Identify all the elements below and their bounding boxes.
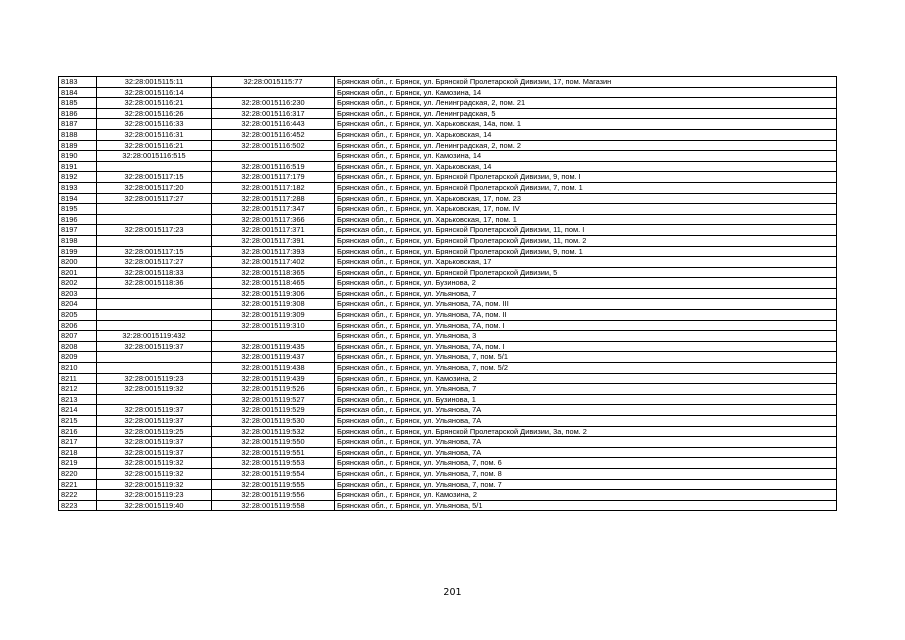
new-cadastral-number-cell: 32:28:0015116:443 xyxy=(212,119,335,130)
new-cadastral-number-cell: 32:28:0015117:366 xyxy=(212,214,335,225)
new-cadastral-number-cell: 32:28:0015119:551 xyxy=(212,447,335,458)
table-row xyxy=(59,416,837,427)
table-row xyxy=(59,161,837,172)
new-cadastral-number-cell: 32:28:0015117:182 xyxy=(212,182,335,193)
address-cell: Брянская обл., г. Брянск, ул. Брянской Пролетарской Дивизии, 9, пом. 1 xyxy=(335,246,837,257)
new-cadastral-number-cell: 32:28:0015119:550 xyxy=(212,437,335,448)
address-cell: Брянская обл., г. Брянск, ул. Ульянова, 7А xyxy=(335,405,837,416)
address-cell: Брянская обл., г. Брянск, ул. Бузинова, 2 xyxy=(335,278,837,289)
old-cadastral-number-cell: 32:28:0015116:515 xyxy=(97,151,212,162)
new-cadastral-number-cell: 32:28:0015119:306 xyxy=(212,288,335,299)
old-cadastral-number-cell: 32:28:0015119:32 xyxy=(97,479,212,490)
row-number-cell: 8217 xyxy=(59,437,97,448)
row-number-cell: 8212 xyxy=(59,384,97,395)
old-cadastral-number-cell: 32:28:0015117:15 xyxy=(97,172,212,183)
address-cell: Брянская обл., г. Брянск, ул. Ульянова, 7А, пом. I xyxy=(335,320,837,331)
table-row xyxy=(59,235,837,246)
address-cell: Брянская обл., г. Брянск, ул. Ульянова, 5/1 xyxy=(335,500,837,511)
table-row xyxy=(59,119,837,130)
row-number-cell: 8202 xyxy=(59,278,97,289)
table-row xyxy=(59,320,837,331)
row-number-cell: 8209 xyxy=(59,352,97,363)
old-cadastral-number-cell: 32:28:0015116:31 xyxy=(97,129,212,140)
address-cell: Брянская обл., г. Брянск, ул. Харьковская, 14а, пом. 1 xyxy=(335,119,837,130)
row-number-cell: 8216 xyxy=(59,426,97,437)
row-number-cell: 8185 xyxy=(59,98,97,109)
table-row xyxy=(59,182,837,193)
new-cadastral-number-cell: 32:28:0015119:309 xyxy=(212,310,335,321)
row-number-cell: 8208 xyxy=(59,341,97,352)
new-cadastral-number-cell: 32:28:0015117:402 xyxy=(212,257,335,268)
row-number-cell: 8190 xyxy=(59,151,97,162)
new-cadastral-number-cell: 32:28:0015119:553 xyxy=(212,458,335,469)
old-cadastral-number-cell xyxy=(97,288,212,299)
new-cadastral-number-cell: 32:28:0015119:554 xyxy=(212,468,335,479)
old-cadastral-number-cell: 32:28:0015117:20 xyxy=(97,182,212,193)
row-number-cell: 8223 xyxy=(59,500,97,511)
address-cell: Брянская обл., г. Брянск, ул. Ульянова, 7, пом. 5/1 xyxy=(335,352,837,363)
old-cadastral-number-cell xyxy=(97,394,212,405)
old-cadastral-number-cell: 32:28:0015119:37 xyxy=(97,447,212,458)
address-cell: Брянская обл., г. Брянск, ул. Камозина, 14 xyxy=(335,87,837,98)
new-cadastral-number-cell xyxy=(212,87,335,98)
new-cadastral-number-cell xyxy=(212,331,335,342)
address-cell: Брянская обл., г. Брянск, ул. Ульянова, 7А, пом. II xyxy=(335,310,837,321)
address-cell: Брянская обл., г. Брянск, ул. Брянской Пролетарской Дивизии, 7, пом. 1 xyxy=(335,182,837,193)
row-number-cell: 8196 xyxy=(59,214,97,225)
old-cadastral-number-cell: 32:28:0015119:32 xyxy=(97,468,212,479)
old-cadastral-number-cell: 32:28:0015116:21 xyxy=(97,98,212,109)
old-cadastral-number-cell: 32:28:0015117:23 xyxy=(97,225,212,236)
row-number-cell: 8200 xyxy=(59,257,97,268)
row-number-cell: 8189 xyxy=(59,140,97,151)
address-cell: Брянская обл., г. Брянск, ул. Брянской Пролетарской Дивизии, 11, пом. 2 xyxy=(335,235,837,246)
old-cadastral-number-cell: 32:28:0015115:11 xyxy=(97,77,212,88)
table-row xyxy=(59,87,837,98)
address-cell: Брянская обл., г. Брянск, ул. Ульянова, 7А, пом. III xyxy=(335,299,837,310)
new-cadastral-number-cell: 32:28:0015119:310 xyxy=(212,320,335,331)
address-cell: Брянская обл., г. Брянск, ул. Ульянова, 7А xyxy=(335,416,837,427)
old-cadastral-number-cell: 32:28:0015119:40 xyxy=(97,500,212,511)
old-cadastral-number-cell: 32:28:0015117:27 xyxy=(97,193,212,204)
address-cell: Брянская обл., г. Брянск, ул. Камозина, 2 xyxy=(335,490,837,501)
address-cell: Брянская обл., г. Брянск, ул. Ульянова, 7, пом. 7 xyxy=(335,479,837,490)
new-cadastral-number-cell: 32:28:0015119:556 xyxy=(212,490,335,501)
table-row xyxy=(59,500,837,511)
table-row xyxy=(59,193,837,204)
row-number-cell: 8191 xyxy=(59,161,97,172)
row-number-cell: 8221 xyxy=(59,479,97,490)
row-number-cell: 8192 xyxy=(59,172,97,183)
row-number-cell: 8205 xyxy=(59,310,97,321)
old-cadastral-number-cell: 32:28:0015119:25 xyxy=(97,426,212,437)
table-row xyxy=(59,204,837,215)
old-cadastral-number-cell xyxy=(97,214,212,225)
address-cell: Брянская обл., г. Брянск, ул. Ульянова, 7 xyxy=(335,288,837,299)
row-number-cell: 8213 xyxy=(59,394,97,405)
new-cadastral-number-cell: 32:28:0015117:391 xyxy=(212,235,335,246)
row-number-cell: 8219 xyxy=(59,458,97,469)
row-number-cell: 8188 xyxy=(59,129,97,140)
page-number: 201 xyxy=(443,587,462,598)
new-cadastral-number-cell: 32:28:0015117:371 xyxy=(212,225,335,236)
table-row xyxy=(59,151,837,162)
new-cadastral-number-cell: 32:28:0015119:555 xyxy=(212,479,335,490)
old-cadastral-number-cell xyxy=(97,235,212,246)
table-row xyxy=(59,257,837,268)
address-cell: Брянская обл., г. Брянск, ул. Брянской Пролетарской Дивизии, 5 xyxy=(335,267,837,278)
row-number-cell: 8211 xyxy=(59,373,97,384)
new-cadastral-number-cell: 32:28:0015116:502 xyxy=(212,140,335,151)
new-cadastral-number-cell: 32:28:0015118:465 xyxy=(212,278,335,289)
address-cell: Брянская обл., г. Брянск, ул. Бузинова, 1 xyxy=(335,394,837,405)
row-number-cell: 8194 xyxy=(59,193,97,204)
new-cadastral-number-cell: 32:28:0015117:179 xyxy=(212,172,335,183)
old-cadastral-number-cell: 32:28:0015119:32 xyxy=(97,384,212,395)
table-row xyxy=(59,468,837,479)
table-row xyxy=(59,479,837,490)
table-row xyxy=(59,108,837,119)
address-cell: Брянская обл., г. Брянск, ул. Камозина, 2 xyxy=(335,373,837,384)
table-row xyxy=(59,310,837,321)
new-cadastral-number-cell: 32:28:0015118:365 xyxy=(212,267,335,278)
old-cadastral-number-cell xyxy=(97,363,212,374)
row-number-cell: 8187 xyxy=(59,119,97,130)
old-cadastral-number-cell: 32:28:0015116:26 xyxy=(97,108,212,119)
table-row xyxy=(59,225,837,236)
new-cadastral-number-cell: 32:28:0015117:288 xyxy=(212,193,335,204)
new-cadastral-number-cell: 32:28:0015119:529 xyxy=(212,405,335,416)
table-row xyxy=(59,267,837,278)
address-cell: Брянская обл., г. Брянск, ул. Ульянова, 7 xyxy=(335,384,837,395)
table-row xyxy=(59,288,837,299)
row-number-cell: 8193 xyxy=(59,182,97,193)
row-number-cell: 8222 xyxy=(59,490,97,501)
new-cadastral-number-cell xyxy=(212,151,335,162)
old-cadastral-number-cell xyxy=(97,299,212,310)
old-cadastral-number-cell: 32:28:0015119:37 xyxy=(97,416,212,427)
new-cadastral-number-cell: 32:28:0015119:530 xyxy=(212,416,335,427)
row-number-cell: 8183 xyxy=(59,77,97,88)
new-cadastral-number-cell: 32:28:0015119:527 xyxy=(212,394,335,405)
row-number-cell: 8201 xyxy=(59,267,97,278)
row-number-cell: 8197 xyxy=(59,225,97,236)
row-number-cell: 8215 xyxy=(59,416,97,427)
address-cell: Брянская обл., г. Брянск, ул. Ленинградская, 5 xyxy=(335,108,837,119)
row-number-cell: 8220 xyxy=(59,468,97,479)
table-row xyxy=(59,246,837,257)
table-row xyxy=(59,373,837,384)
table-row xyxy=(59,98,837,109)
address-cell: Брянская обл., г. Брянск, ул. Ленинградская, 2, пом. 21 xyxy=(335,98,837,109)
new-cadastral-number-cell: 32:28:0015115:77 xyxy=(212,77,335,88)
address-cell: Брянская обл., г. Брянск, ул. Брянской Пролетарской Дивизии, 9, пом. I xyxy=(335,172,837,183)
table-row xyxy=(59,129,837,140)
old-cadastral-number-cell: 32:28:0015119:23 xyxy=(97,373,212,384)
old-cadastral-number-cell: 32:28:0015119:23 xyxy=(97,490,212,501)
new-cadastral-number-cell: 32:28:0015119:439 xyxy=(212,373,335,384)
address-cell: Брянская обл., г. Брянск, ул. Камозина, 14 xyxy=(335,151,837,162)
new-cadastral-number-cell: 32:28:0015116:317 xyxy=(212,108,335,119)
table-row xyxy=(59,352,837,363)
row-number-cell: 8203 xyxy=(59,288,97,299)
old-cadastral-number-cell: 32:28:0015119:37 xyxy=(97,437,212,448)
old-cadastral-number-cell xyxy=(97,352,212,363)
new-cadastral-number-cell: 32:28:0015119:526 xyxy=(212,384,335,395)
row-number-cell: 8184 xyxy=(59,87,97,98)
new-cadastral-number-cell: 32:28:0015117:393 xyxy=(212,246,335,257)
old-cadastral-number-cell: 32:28:0015117:15 xyxy=(97,246,212,257)
new-cadastral-number-cell: 32:28:0015119:558 xyxy=(212,500,335,511)
table-row xyxy=(59,426,837,437)
row-number-cell: 8206 xyxy=(59,320,97,331)
table-row xyxy=(59,490,837,501)
address-cell: Брянская обл., г. Брянск, ул. Брянской Пролетарской Дивизии, 3а, пом. 2 xyxy=(335,426,837,437)
table-row xyxy=(59,405,837,416)
new-cadastral-number-cell: 32:28:0015116:519 xyxy=(212,161,335,172)
table-row xyxy=(59,299,837,310)
address-cell: Брянская обл., г. Брянск, ул. Ульянова, 7, пом. 6 xyxy=(335,458,837,469)
old-cadastral-number-cell: 32:28:0015118:33 xyxy=(97,267,212,278)
old-cadastral-number-cell xyxy=(97,310,212,321)
table-row xyxy=(59,331,837,342)
table-row xyxy=(59,394,837,405)
new-cadastral-number-cell: 32:28:0015119:437 xyxy=(212,352,335,363)
registry-table xyxy=(58,76,837,511)
new-cadastral-number-cell: 32:28:0015119:435 xyxy=(212,341,335,352)
row-number-cell: 8204 xyxy=(59,299,97,310)
table-row xyxy=(59,278,837,289)
new-cadastral-number-cell: 32:28:0015116:452 xyxy=(212,129,335,140)
table-row xyxy=(59,437,837,448)
row-number-cell: 8207 xyxy=(59,331,97,342)
address-cell: Брянская обл., г. Брянск, ул. Харьковская, 17 xyxy=(335,257,837,268)
old-cadastral-number-cell: 32:28:0015119:37 xyxy=(97,405,212,416)
table-row xyxy=(59,447,837,458)
new-cadastral-number-cell: 32:28:0015119:308 xyxy=(212,299,335,310)
row-number-cell: 8199 xyxy=(59,246,97,257)
new-cadastral-number-cell: 32:28:0015116:230 xyxy=(212,98,335,109)
old-cadastral-number-cell: 32:28:0015116:21 xyxy=(97,140,212,151)
old-cadastral-number-cell: 32:28:0015116:33 xyxy=(97,119,212,130)
address-cell: Брянская обл., г. Брянск, ул. Ульянова, 7, пом. 5/2 xyxy=(335,363,837,374)
old-cadastral-number-cell: 32:28:0015117:27 xyxy=(97,257,212,268)
old-cadastral-number-cell xyxy=(97,204,212,215)
new-cadastral-number-cell: 32:28:0015117:347 xyxy=(212,204,335,215)
table-row xyxy=(59,214,837,225)
address-cell: Брянская обл., г. Брянск, ул. Ульянова, 7А xyxy=(335,447,837,458)
old-cadastral-number-cell: 32:28:0015116:14 xyxy=(97,87,212,98)
old-cadastral-number-cell xyxy=(97,161,212,172)
row-number-cell: 8214 xyxy=(59,405,97,416)
row-number-cell: 8210 xyxy=(59,363,97,374)
address-cell: Брянская обл., г. Брянск, ул. Харьковская, 17, пом. 1 xyxy=(335,214,837,225)
table-row xyxy=(59,384,837,395)
table-row xyxy=(59,341,837,352)
old-cadastral-number-cell: 32:28:0015119:32 xyxy=(97,458,212,469)
table-row xyxy=(59,140,837,151)
old-cadastral-number-cell: 32:28:0015119:37 xyxy=(97,341,212,352)
new-cadastral-number-cell: 32:28:0015119:532 xyxy=(212,426,335,437)
address-cell: Брянская обл., г. Брянск, ул. Ленинградская, 2, пом. 2 xyxy=(335,140,837,151)
registry-table-body xyxy=(59,77,837,511)
old-cadastral-number-cell xyxy=(97,320,212,331)
address-cell: Брянская обл., г. Брянск, ул. Харьковская, 17, пом. IV xyxy=(335,204,837,215)
address-cell: Брянская обл., г. Брянск, ул. Брянской Пролетарской Дивизии, 17, пом. Магазин xyxy=(335,77,837,88)
address-cell: Брянская обл., г. Брянск, ул. Ульянова, 7А, пом. I xyxy=(335,341,837,352)
address-cell: Брянская обл., г. Брянск, ул. Харьковская, 14 xyxy=(335,161,837,172)
table-row xyxy=(59,172,837,183)
address-cell: Брянская обл., г. Брянск, ул. Ульянова, 7А xyxy=(335,437,837,448)
table-row xyxy=(59,458,837,469)
row-number-cell: 8195 xyxy=(59,204,97,215)
address-cell: Брянская обл., г. Брянск, ул. Харьковская, 17, пом. 23 xyxy=(335,193,837,204)
old-cadastral-number-cell: 32:28:0015118:36 xyxy=(97,278,212,289)
address-cell: Брянская обл., г. Брянск, ул. Ульянова, 3 xyxy=(335,331,837,342)
table-row xyxy=(59,363,837,374)
row-number-cell: 8198 xyxy=(59,235,97,246)
old-cadastral-number-cell: 32:28:0015119:432 xyxy=(97,331,212,342)
address-cell: Брянская обл., г. Брянск, ул. Харьковская, 14 xyxy=(335,129,837,140)
address-cell: Брянская обл., г. Брянск, ул. Ульянова, 7, пом. 8 xyxy=(335,468,837,479)
address-cell: Брянская обл., г. Брянск, ул. Брянской Пролетарской Дивизии, 11, пом. I xyxy=(335,225,837,236)
row-number-cell: 8186 xyxy=(59,108,97,119)
new-cadastral-number-cell: 32:28:0015119:438 xyxy=(212,363,335,374)
table-row xyxy=(59,77,837,88)
row-number-cell: 8218 xyxy=(59,447,97,458)
